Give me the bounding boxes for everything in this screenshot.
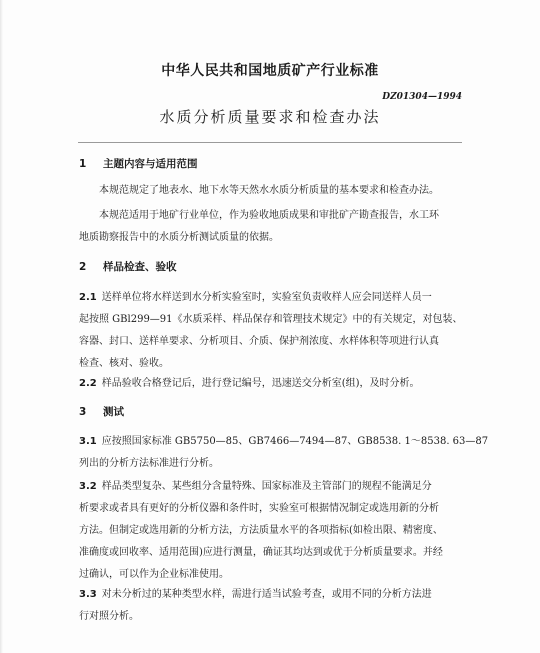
section-1-title: 主题内容与适用范围 <box>103 158 198 170</box>
paragraph-line: 检查、核对、验收。 <box>79 358 169 369</box>
clause-3-1 <box>79 431 489 475</box>
section-3-number: 3 <box>79 406 87 418</box>
document-title: 水质分析质量要求和检查办法 <box>159 108 381 126</box>
clause-3-2 <box>79 476 463 586</box>
paragraph-line: 起按照 GBl299—91《水质采样、样品保存和管理技术规定》中的有关规定，对包装、 <box>79 314 463 325</box>
paragraph-line: 地质勘察报告中的水质分析测试质量的依据。 <box>79 232 279 243</box>
section-2-heading <box>79 259 177 274</box>
paragraph-line: 过确认，可以作为企业标准使用。 <box>79 569 229 580</box>
section-2-number: 2 <box>79 261 87 273</box>
paragraph-line: 2.1 送样单位将水样送到水分析实验室时，实验室负责收样人应会同送样人员一 <box>79 292 432 303</box>
paragraph-line: 本规范适用于地矿行业单位，作为验收地质成果和审批矿产勘查报告，水工环 <box>99 210 439 221</box>
section-1-number: 1 <box>79 158 87 170</box>
standard-body-heading: 中华人民共和国地质矿产行业标准 <box>161 63 379 79</box>
paragraph-line: 本规范规定了地表水、地下水等天然水水质分析质量的基本要求和检查办法。 <box>99 185 439 196</box>
section-1-heading <box>79 156 198 171</box>
clause-3-3-number: 3.3 <box>79 589 97 600</box>
paragraph-line: 容器、封口、送样单要求、分析项目、介质、保护剂浓度、水样体积等项进行认真 <box>79 336 439 347</box>
clause-2-2 <box>79 373 463 395</box>
section-1-paragraph-1 <box>79 180 463 202</box>
paragraph-line: 3.1 应按照国家标准 GB5750—85、GB7466—7494—87、GB8538. 1～8538. 63—87 <box>79 436 489 447</box>
paragraph-line: 3.2 样品类型复杂、某些组分含量特殊、国家标准及主管部门的规程不能满足分 <box>79 481 432 492</box>
paragraph-line: 2.2 样品验收合格登记后，进行登记编号，迅速送交分析室(组)，及时分析。 <box>79 378 420 389</box>
clause-2-2-number: 2.2 <box>79 378 97 389</box>
clause-2-1 <box>79 287 463 375</box>
paragraph-line: 列出的分析方法标准进行分析。 <box>79 458 219 469</box>
paragraph-line: 准确度或回收率、适用范围)应进行测量，确证其均达到或优于分析质量要求。并经 <box>79 547 443 558</box>
clause-3-1-number: 3.1 <box>79 436 97 447</box>
paragraph-line: 析要求或者具有更好的分析仪器和条件时，实验室可根据情况制定或选用新的分析 <box>79 503 439 514</box>
title-divider <box>78 142 462 143</box>
paragraph-line: 行对照分析。 <box>79 611 139 622</box>
clause-3-3 <box>79 584 463 628</box>
section-3-heading <box>79 404 124 419</box>
section-1-paragraph-2 <box>79 205 463 249</box>
paragraph-line: 方法。但制定或选用新的分析方法，方法质量水平的各项指标(如检出限、精密度、 <box>79 525 443 536</box>
clause-3-2-number: 3.2 <box>79 481 97 492</box>
clause-2-1-number: 2.1 <box>79 292 97 303</box>
paragraph-line: 3.3 对未分析过的某种类型水样，需进行适当试验考查，或用不同的分析方法进 <box>79 589 432 600</box>
section-2-title: 样品检查、验收 <box>103 261 177 273</box>
document-code: DZ01304—1994 <box>382 92 462 102</box>
page-edge-shadow <box>0 0 3 653</box>
section-3-title: 测试 <box>103 406 124 418</box>
